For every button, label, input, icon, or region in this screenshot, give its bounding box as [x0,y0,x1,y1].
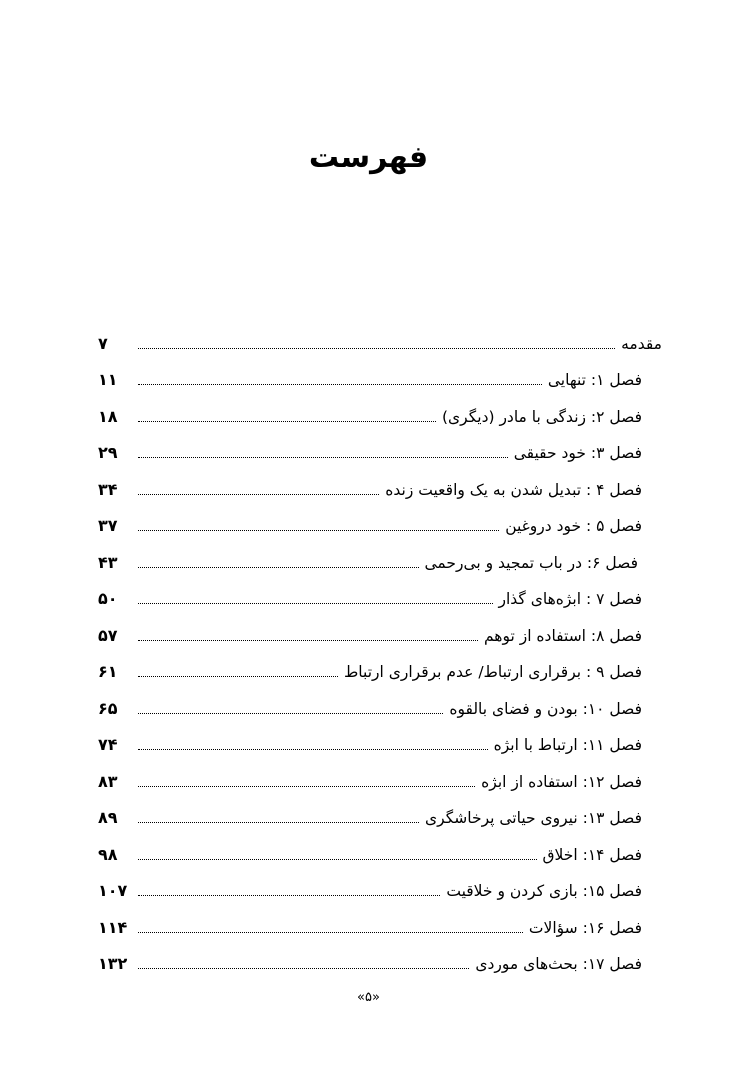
toc-entry-page: ۴۳ [98,552,118,572]
toc-entry-page: ۲۹ [98,443,118,462]
dot-leader [138,347,615,349]
toc-entry-label: فصل ۴ : تبدیل شدن به یک واقعیت زنده [385,480,642,499]
toc-entry-page: ۶۱ [98,662,118,681]
toc-entry-chapter-3 [98,428,642,465]
dot-leader [138,420,436,422]
dot-leader [138,748,488,750]
toc-entry-chapter-6 [98,537,642,574]
toc-entry-label: مقدمه [621,334,662,353]
dot-leader [138,931,523,933]
toc-entry-page: ۱۰۷ [98,881,128,900]
toc-entry-chapter-5 [98,501,642,538]
toc-entry-page: ۱۱۴ [98,917,128,937]
dot-leader [138,383,542,385]
toc-entry-label: فصل ۶: در باب تمجید و بی‌رحمی [424,553,638,572]
dot-leader [138,894,440,896]
toc-entry-page: ۸۹ [98,808,118,827]
toc-entry-label: فصل ۳: خود حقیقی [513,444,642,462]
toc-entry-chapter-10 [98,683,642,720]
toc-entry-page: ۵۷ [98,625,118,645]
toc-entry-label: فصل ۱: تنهایی [547,371,642,389]
toc-entry-label: فصل ۲: زندگی با مادر (دیگری) [441,407,642,426]
toc-entry-page: ۶۵ [98,698,118,718]
toc-entry-page: ۹۸ [98,844,118,864]
toc-entry-label: فصل ۱۷: بحث‌های موردی [475,955,642,973]
toc-entry-chapter-16 [98,902,642,939]
dot-leader [138,712,443,714]
dot-leader [138,493,379,495]
dot-leader [138,967,469,969]
toc-entry-label: فصل ۱۰: بودن و فضای بالقوه [449,699,642,718]
toc-entry-page: ۱۳۲ [98,954,128,973]
toc-entry-chapter-11 [98,720,642,757]
toc-entry-chapter-1 [98,355,642,392]
toc-entry-chapter-15 [98,866,642,903]
dot-leader [138,529,499,531]
toc-entry-chapter-12 [98,756,642,793]
toc-entry-label: فصل ۱۲: استفاده از ابژه [481,772,642,791]
dot-leader [138,639,478,641]
toc-entry-label: فصل ۸: استفاده از توهم [483,626,642,645]
toc-entry-label: فصل ۱۵: بازی کردن و خلاقیت [446,882,642,900]
toc-entry-page: ۱۱ [98,370,118,389]
toc-entry-introduction [98,318,662,355]
toc-entry-chapter-13 [98,793,642,830]
toc-entry-chapter-7 [98,574,642,611]
toc-entry-page: ۱۸ [98,406,118,426]
toc-entry-chapter-4 [98,464,642,501]
toc-entry-label: فصل ۱۳: نیروی حیاتی پرخاشگری [425,809,642,827]
toc-entry-label: فصل ۷ : ابژه‌های گذار [498,590,642,608]
toc-entry-label: فصل ۱۶: سؤالات [528,918,642,937]
toc-entry-page: ۵۰ [98,589,118,608]
dot-leader [138,456,508,458]
dot-leader [138,602,493,604]
dot-leader [138,566,419,568]
toc-entry-page: ۳۷ [98,516,118,535]
page-title: فهرست [308,140,429,175]
toc-entry-chapter-9 [98,647,642,684]
toc-entry-label: فصل ۹ : برقراری ارتباط/ عدم برقراری ارتباط [343,663,642,681]
dot-leader [138,821,419,823]
toc-entry-label: فصل ۱۴: اخلاق [542,845,642,864]
toc-entry-chapter-8 [98,610,642,647]
table-of-contents [98,318,662,975]
toc-entry-chapter-2 [98,391,642,428]
dot-leader [138,785,475,787]
toc-entry-page: ۳۴ [98,479,118,499]
page-number: «۵» [357,990,380,1005]
toc-entry-chapter-17 [98,939,642,976]
dot-leader [138,675,338,677]
toc-entry-chapter-14 [98,829,642,866]
toc-entry-page: ۷۴ [98,735,118,754]
toc-entry-page: ۷ [98,333,108,353]
toc-entry-label: فصل ۱۱: ارتباط با ابژه [493,736,642,754]
dot-leader [138,858,537,860]
toc-entry-label: فصل ۵ : خود دروغین [505,517,642,535]
toc-entry-page: ۸۳ [98,771,118,791]
